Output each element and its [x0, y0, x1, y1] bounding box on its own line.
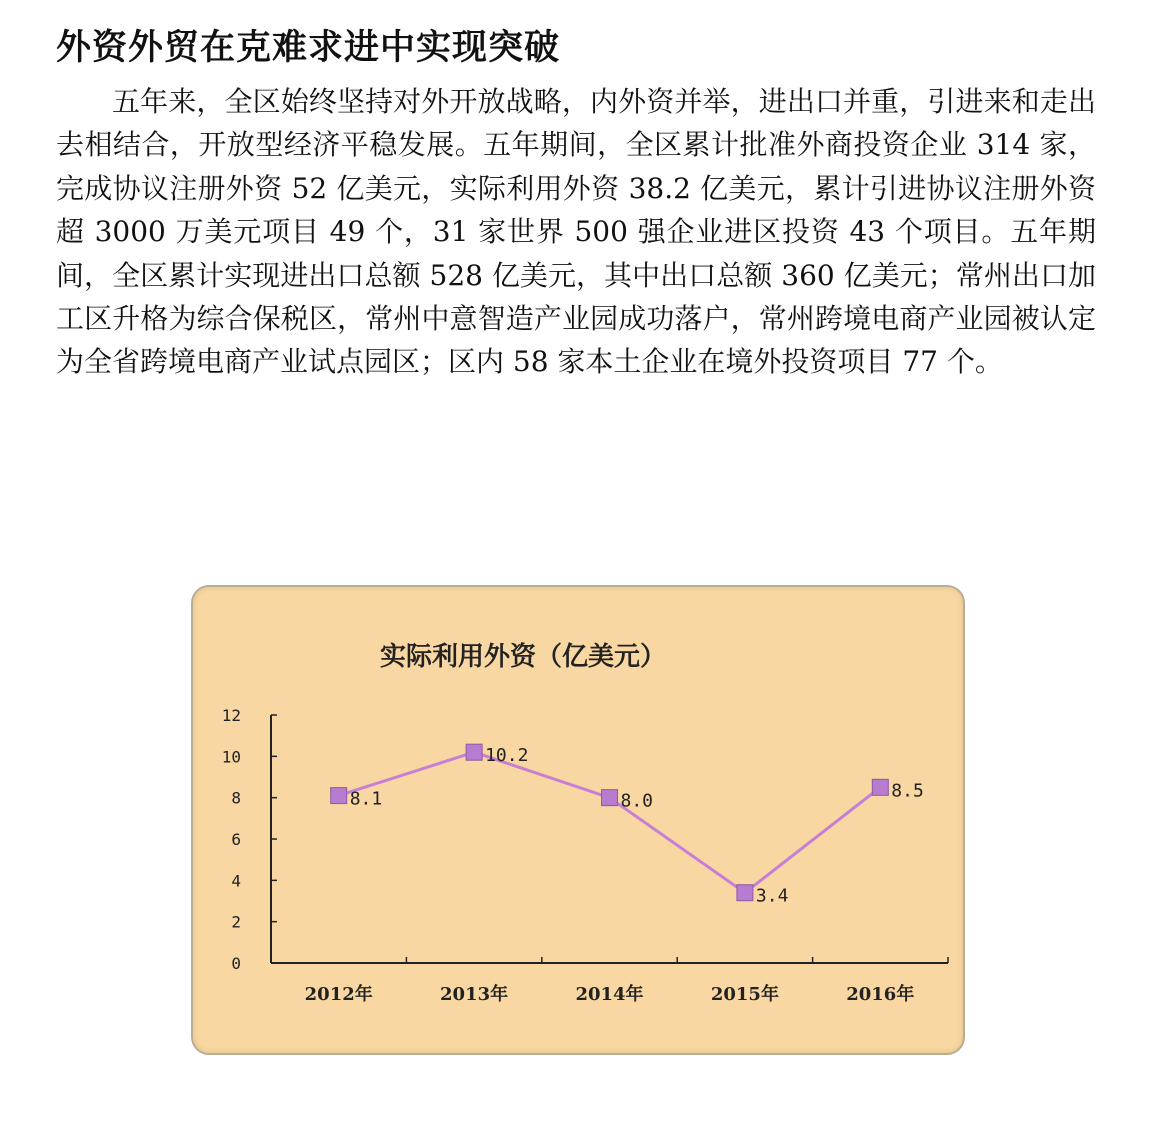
data-label: 8.1: [349, 788, 383, 810]
chart-card: [191, 585, 965, 1055]
y-tick-label: 12: [221, 706, 241, 725]
y-tick-label: 6: [231, 830, 241, 849]
x-tick-label: 2013年: [440, 984, 509, 1005]
y-tick-label: 8: [231, 788, 241, 808]
x-tick-label: 2016年: [846, 984, 915, 1005]
data-point-marker: [466, 744, 482, 760]
y-tick-label: 10: [221, 747, 241, 767]
data-point-marker: [602, 790, 618, 806]
data-label: 10.2: [485, 745, 529, 767]
data-point-marker: [737, 885, 753, 901]
x-tick-label: 2015年: [710, 984, 779, 1005]
chart-title: 实际利用外资（亿美元）: [379, 642, 667, 672]
y-tick-label: 0: [231, 954, 241, 973]
body-paragraph: 五年来，全区始终坚持对外开放战略，内外资并举，进出口并重，引进来和走出去相结合，开放型经济平稳发展。五年期间，全区累计批准外商投资企业 314 家，完成协议注册外资 52 亿美元，实际利用外资 38.2 亿美元，累计引进协议注册外资超 3000 万美元项目 49 个，31 家世界 500 强企业进区投资 43 个项目。五年期间，全区累计实现进出口总额 528 亿美元，其中出口总额 360 亿美元；常州出口加工区升格为综合保税区，常州中意智造产业园成功落户，常州跨境电商产业园被认定为全省跨境电商产业试点园区；区内 58 家本土企业在境外投资项目 77 个。: [56, 85, 1096, 379]
data-point-marker: [331, 788, 347, 804]
page-title: 外资外贸在克难求进中实现突破: [56, 27, 561, 68]
y-tick-label: 2: [231, 912, 241, 932]
series-line: [339, 752, 881, 893]
x-tick-label: 2012年: [304, 984, 373, 1005]
line-chart: [193, 587, 967, 1057]
data-label: 3.4: [755, 885, 789, 907]
data-label: 8.5: [891, 780, 924, 802]
data-label: 8.0: [620, 790, 654, 812]
data-point-marker: [872, 779, 888, 795]
x-tick-label: 2014年: [575, 984, 644, 1005]
y-tick-label: 4: [231, 871, 241, 891]
